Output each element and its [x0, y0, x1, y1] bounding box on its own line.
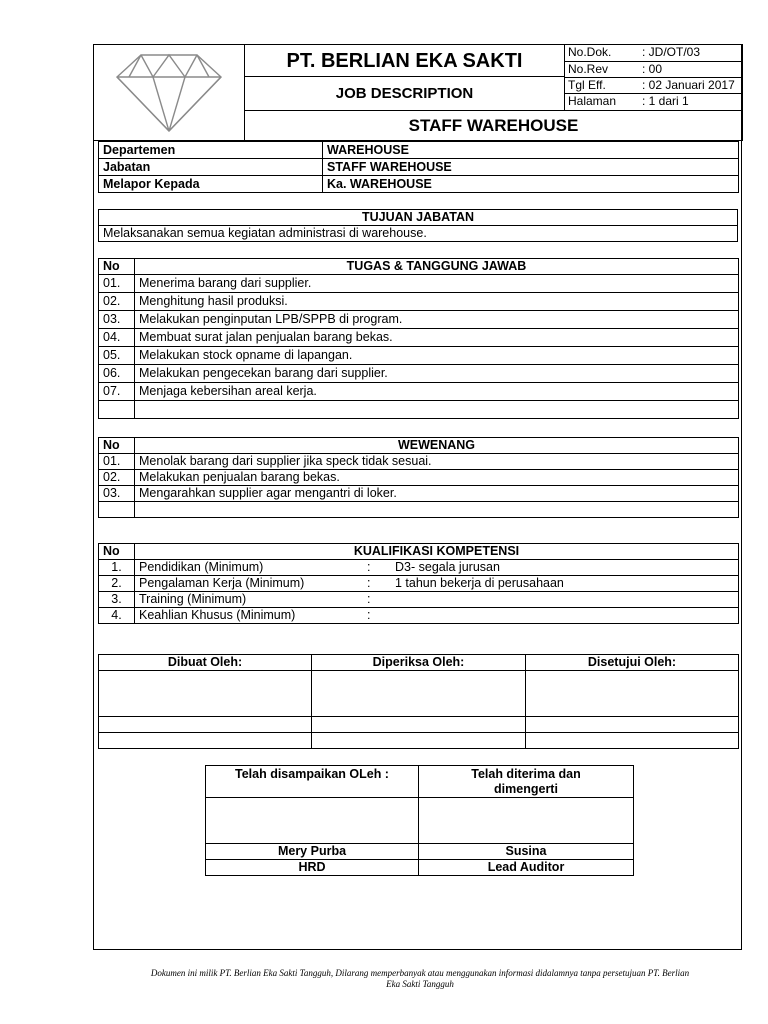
kualifikasi-label: Pengalaman Kerja (Minimum)	[139, 576, 305, 590]
footer-line-1: Dokumen ini milik PT. Berlian Eka Sakti Tangguh, Dilarang memperbanyak atau menggunakan informasi didalamnya tanpa persetujuan PT. Berlian	[150, 968, 690, 978]
received-name: Susina	[419, 844, 634, 860]
tugas-row	[99, 383, 739, 401]
kualifikasi-label: Training (Minimum)	[139, 592, 247, 606]
identity-row	[99, 159, 739, 176]
kualifikasi-row-no: 4.	[99, 608, 135, 624]
approved-by-signature	[526, 671, 739, 717]
kualifikasi-value: D3- segala jurusan	[395, 560, 500, 574]
tugas-row	[99, 329, 739, 347]
wewenang-row	[99, 486, 739, 502]
identity-label: Melapor Kepada	[99, 176, 323, 193]
made-by-label: Dibuat Oleh:	[99, 655, 312, 671]
wewenang-row-text: Mengarahkan supplier agar mengantri di loker.	[135, 486, 739, 502]
kualifikasi-row-content	[135, 608, 739, 624]
tugas-row	[99, 347, 739, 365]
kualifikasi-table	[98, 543, 739, 624]
diamond-logo-icon	[109, 47, 229, 135]
kualifikasi-row	[99, 592, 739, 608]
wewenang-row-no: 03.	[99, 486, 135, 502]
kualifikasi-row	[99, 608, 739, 624]
received-by-line1: Telah diterima dan	[471, 767, 581, 781]
wewenang-empty-row	[99, 502, 739, 518]
empty-cell	[99, 502, 135, 518]
wewenang-row	[99, 470, 739, 486]
delivered-name: Mery Purba	[206, 844, 419, 860]
identity-value: Ka. WAREHOUSE	[323, 176, 739, 193]
approved-by-name	[526, 717, 739, 733]
tugas-table	[98, 258, 739, 419]
identity-value: WAREHOUSE	[323, 142, 739, 159]
tujuan-table	[98, 209, 738, 242]
kualifikasi-row-content	[135, 576, 739, 592]
doc-info-row	[565, 45, 742, 61]
wewenang-row-text: Melakukan penjualan barang bekas.	[135, 470, 739, 486]
received-by-signature	[419, 798, 634, 844]
tugas-row-text: Membuat surat jalan penjualan barang bekas.	[135, 329, 739, 347]
delivered-role: HRD	[206, 860, 419, 876]
tugas-row-no: 03.	[99, 311, 135, 329]
empty-cell	[135, 502, 739, 518]
empty-cell	[99, 401, 135, 419]
footer-disclaimer	[100, 968, 740, 990]
tugas-no-header: No	[99, 259, 135, 275]
delivered-by-label: Telah disampaikan OLeh :	[206, 766, 419, 798]
tugas-row-no: 01.	[99, 275, 135, 293]
logo-cell	[94, 45, 245, 141]
checked-by-name	[312, 717, 526, 733]
wewenang-row	[99, 454, 739, 470]
tugas-row-text: Menerima barang dari supplier.	[135, 275, 739, 293]
kualifikasi-separator: :	[367, 560, 371, 574]
kualifikasi-label: Pendidikan (Minimum)	[139, 560, 264, 574]
doc-info-label: No.Dok.	[565, 45, 639, 61]
header-table	[93, 44, 743, 141]
made-by-signature	[99, 671, 312, 717]
kualifikasi-separator: :	[367, 576, 371, 590]
kualifikasi-no-header: No	[99, 544, 135, 560]
identity-value: STAFF WAREHOUSE	[323, 159, 739, 176]
tugas-row-text: Melakukan penginputan LPB/SPPB di program.	[135, 311, 739, 329]
doc-info-value: : 00	[639, 61, 742, 77]
received-role: Lead Auditor	[419, 860, 634, 876]
identity-label: Departemen	[99, 142, 323, 159]
kualifikasi-row	[99, 560, 739, 576]
doc-info-value: : 02 Januari 2017	[639, 77, 742, 93]
kualifikasi-value: 1 tahun bekerja di perusahaan	[395, 576, 564, 590]
position-title: STAFF WAREHOUSE	[245, 111, 743, 141]
wewenang-table	[98, 437, 739, 518]
tugas-row	[99, 293, 739, 311]
doc-info-label: No.Rev	[565, 61, 639, 77]
kualifikasi-separator: :	[367, 592, 371, 606]
handover-table	[205, 765, 634, 876]
tugas-row-text: Menghitung hasil produksi.	[135, 293, 739, 311]
kualifikasi-row-no: 1.	[99, 560, 135, 576]
checked-by-label: Diperiksa Oleh:	[312, 655, 526, 671]
approved-by-role	[526, 733, 739, 749]
identity-row	[99, 176, 739, 193]
empty-cell	[135, 401, 739, 419]
made-by-role	[99, 733, 312, 749]
tugas-empty-row	[99, 401, 739, 419]
kualifikasi-row	[99, 576, 739, 592]
tugas-row	[99, 365, 739, 383]
tujuan-heading: TUJUAN JABATAN	[99, 210, 738, 226]
tugas-row	[99, 311, 739, 329]
wewenang-row-no: 02.	[99, 470, 135, 486]
doc-info-row	[565, 77, 742, 93]
received-by-label	[419, 766, 634, 798]
tugas-row-no: 02.	[99, 293, 135, 311]
kualifikasi-row-content	[135, 560, 739, 576]
doc-info-value: : JD/OT/03	[639, 45, 742, 61]
doc-info-table	[565, 45, 742, 109]
tugas-row-no: 06.	[99, 365, 135, 383]
kualifikasi-heading: KUALIFIKASI KOMPETENSI	[135, 544, 739, 560]
footer-line-2: Eka Sakti Tangguh	[386, 979, 454, 989]
received-by-line2: dimengerti	[494, 782, 558, 796]
tugas-row-text: Menjaga kebersihan areal kerja.	[135, 383, 739, 401]
tugas-row-no: 07.	[99, 383, 135, 401]
doc-info-label: Halaman	[565, 93, 639, 109]
tugas-row	[99, 275, 739, 293]
wewenang-no-header: No	[99, 438, 135, 454]
doc-info-row	[565, 61, 742, 77]
company-name: PT. BERLIAN EKA SAKTI	[245, 45, 565, 77]
kualifikasi-row-no: 3.	[99, 592, 135, 608]
identity-table	[98, 141, 739, 193]
wewenang-heading: WEWENANG	[135, 438, 739, 454]
approved-by-label: Disetujui Oleh:	[526, 655, 739, 671]
doc-info-label: Tgl Eff.	[565, 77, 639, 93]
tugas-row-text: Melakukan pengecekan barang dari supplier.	[135, 365, 739, 383]
identity-row	[99, 142, 739, 159]
tugas-row-no: 05.	[99, 347, 135, 365]
kualifikasi-separator: :	[367, 608, 371, 622]
doc-type: JOB DESCRIPTION	[245, 77, 565, 111]
doc-info-value: : 1 dari 1	[639, 93, 742, 109]
approval-table	[98, 654, 739, 749]
wewenang-row-text: Menolak barang dari supplier jika speck tidak sesuai.	[135, 454, 739, 470]
kualifikasi-row-no: 2.	[99, 576, 135, 592]
wewenang-row-no: 01.	[99, 454, 135, 470]
kualifikasi-row-content	[135, 592, 739, 608]
made-by-name	[99, 717, 312, 733]
delivered-by-signature	[206, 798, 419, 844]
kualifikasi-label: Keahlian Khusus (Minimum)	[139, 608, 296, 622]
checked-by-role	[312, 733, 526, 749]
tugas-heading: TUGAS & TANGGUNG JAWAB	[135, 259, 739, 275]
tugas-row-text: Melakukan stock opname di lapangan.	[135, 347, 739, 365]
identity-label: Jabatan	[99, 159, 323, 176]
checked-by-signature	[312, 671, 526, 717]
tujuan-text: Melaksanakan semua kegiatan administrasi di warehouse.	[99, 226, 738, 242]
tugas-row-no: 04.	[99, 329, 135, 347]
doc-info-row	[565, 93, 742, 109]
